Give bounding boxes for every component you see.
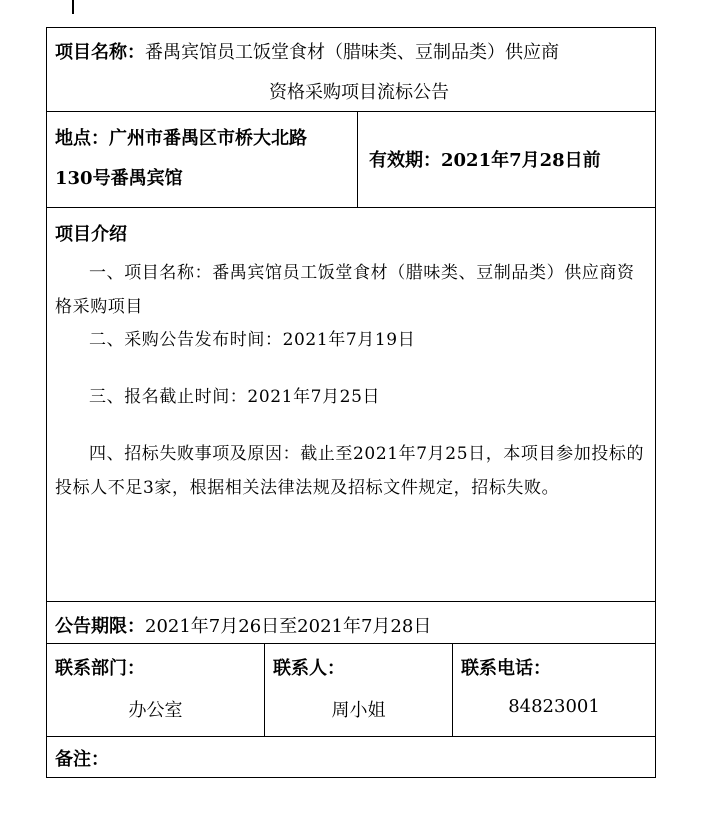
intro-paragraph-1: 一、项目名称：番禺宾馆员工饭堂食材（腊味类、豆制品类）供应商资格采购项目 [55,263,635,317]
period-label: 公告期限： [55,616,145,637]
contact-person-label: 联系人： [273,658,345,679]
location-cell [47,112,358,207]
text-cursor [72,0,74,14]
contact-dept-label: 联系部门： [55,658,145,679]
title-row [47,28,655,112]
project-name-label: 项目名称： [55,42,145,63]
contact-person-value: 周小姐 [331,700,386,721]
note-row [47,737,655,777]
announcement-period [55,612,431,638]
contact-phone-value: 84823001 [508,696,600,717]
location-line2: 130号番禺宾馆 [55,168,183,189]
validity [369,146,601,172]
project-title-line1 [55,38,559,64]
period-row [47,602,655,644]
intro-paragraph-4: 四、招标失败事项及原因：截止至2021年7月25日，本项目参加投标的投标人不足3家，根据相关法律法规及招标文件规定，招标失败。 [55,444,645,498]
location-label: 地点： [55,128,109,149]
period-value: 2021年7月26日至2021年7月28日 [145,616,432,637]
intro-heading: 项目介绍 [55,224,127,245]
intro-paragraph-3: 三、报名截止时间：2021年7月25日 [89,387,381,407]
intro-row [47,208,655,602]
contact-phone-cell [453,644,655,736]
project-name-text: 番禺宾馆员工饭堂食材（腊味类、豆制品类）供应商 [145,42,559,63]
note-label: 备注： [55,749,109,770]
location-text: 广州市番禺区市桥大北路 [109,128,307,149]
contact-phone-label: 联系电话： [461,658,551,679]
validity-value: 2021年7月28日前 [441,150,601,171]
announcement-table [46,27,656,778]
contact-dept-cell [47,644,265,736]
location-line1 [55,124,307,150]
contact-row [47,644,655,737]
contact-person-cell [265,644,453,736]
project-title-line2: 资格采购项目流标公告 [269,82,449,103]
intro-paragraph-2: 二、采购公告发布时间：2021年7月19日 [89,330,416,350]
contact-dept-value: 办公室 [128,700,183,721]
validity-label: 有效期： [369,150,441,171]
location-validity-row [47,112,655,208]
